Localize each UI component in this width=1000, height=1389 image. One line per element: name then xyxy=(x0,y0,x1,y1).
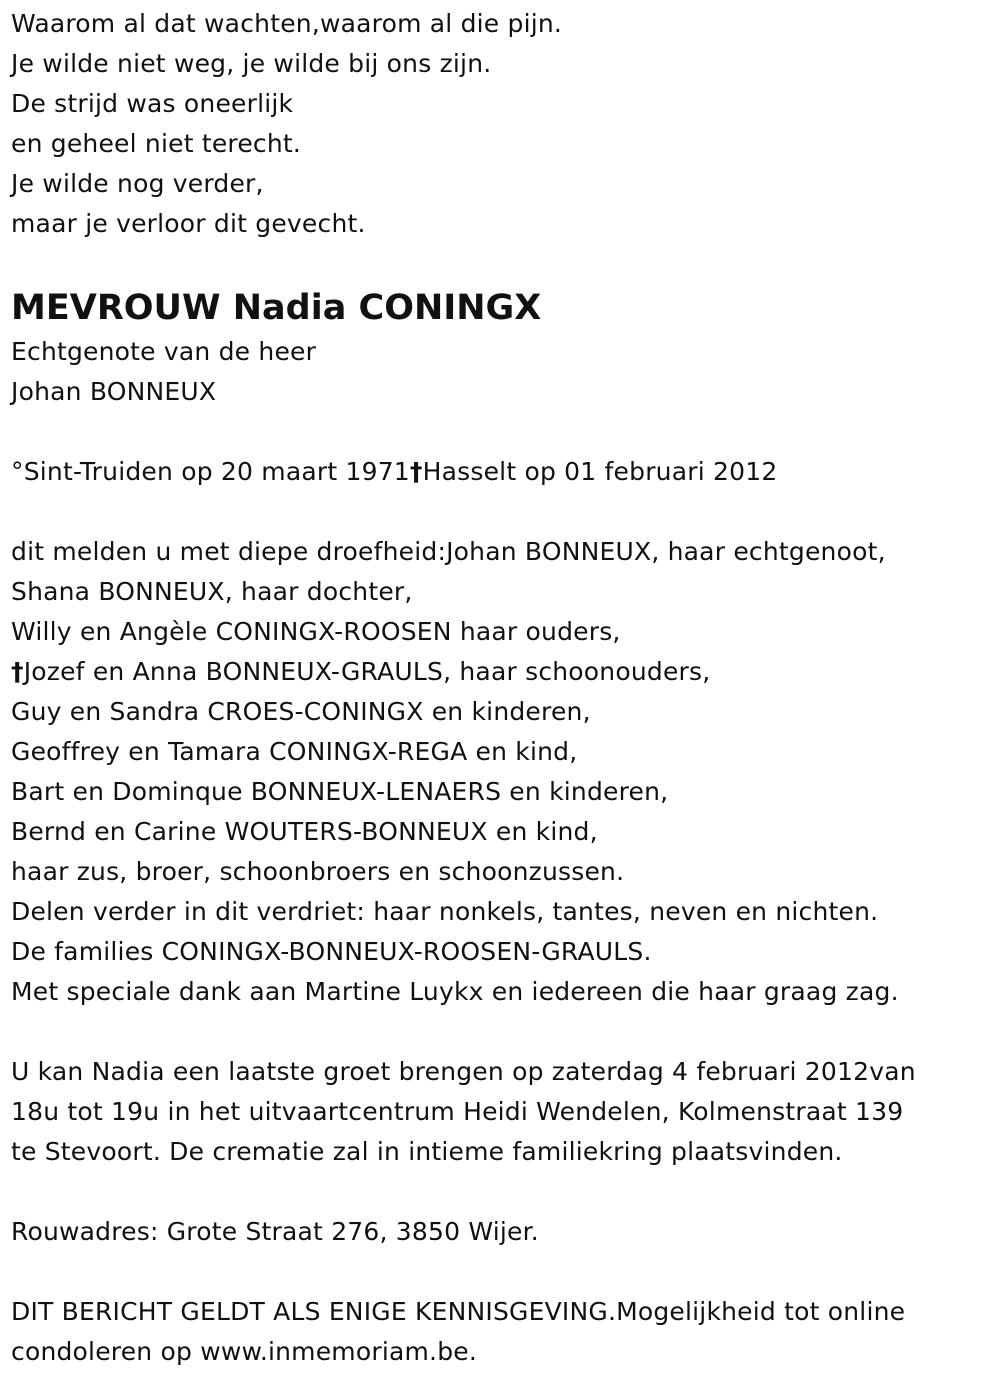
family-line: Delen verder in dit verdriet: haar nonkels, tantes, neven en nichten. xyxy=(11,897,879,926)
family-intro: dit melden u met diepe droefheid:Johan BONNEUX, haar echtgenoot, xyxy=(11,537,886,566)
obituary xyxy=(11,4,991,1372)
family-line: haar zus, broer, schoonbroers en schoonzussen. xyxy=(11,857,625,886)
family-line: De families CONINGX-BONNEUX-ROOSEN-GRAULS. xyxy=(11,937,652,966)
visitation-line: te Stevoort. De crematie zal in intieme familiekring plaatsvinden. xyxy=(11,1137,843,1166)
family-line: Met speciale dank aan Martine Luykx en iedereen die haar graag zag. xyxy=(11,977,899,1006)
family-list xyxy=(11,532,991,1012)
family-line: Willy en Angèle CONINGX-ROOSEN haar ouders, xyxy=(11,617,621,646)
notice-line: condoleren op www.inmemoriam.be. xyxy=(11,1337,477,1366)
spacer xyxy=(11,492,991,532)
poem-line: en geheel niet terecht. xyxy=(11,129,302,158)
spouse-line: Echtgenote van de heer xyxy=(11,337,317,366)
family-line-text: Jozef en Anna BONNEUX-GRAULS, haar schoonouders, xyxy=(23,657,711,686)
birth-date: °Sint-Truiden op 20 maart 1971 xyxy=(11,457,410,486)
cross-icon: † xyxy=(409,457,423,486)
spacer xyxy=(11,244,991,284)
poem-line: Waarom al dat wachten,waarom al die pijn. xyxy=(11,9,563,38)
poem xyxy=(11,4,991,244)
poem-line: Je wilde nog verder, xyxy=(11,169,264,198)
mourning-address: Rouwadres: Grote Straat 276, 3850 Wijer. xyxy=(11,1217,539,1246)
spouse-name: Johan BONNEUX xyxy=(11,377,217,406)
poem-line: De strijd was oneerlijk xyxy=(11,89,294,118)
family-line xyxy=(11,652,991,692)
notice xyxy=(11,1292,991,1372)
family-line: Guy en Sandra CROES-CONINGX en kinderen, xyxy=(11,697,591,726)
spacer xyxy=(11,1252,991,1292)
visitation-info xyxy=(11,1052,991,1172)
cross-icon: † xyxy=(11,657,24,686)
poem-line: Je wilde niet weg, je wilde bij ons zijn. xyxy=(11,49,492,78)
notice-line: DIT BERICHT GELDT ALS ENIGE KENNISGEVING.Mogelijkheid tot online xyxy=(11,1297,906,1326)
deceased-name: MEVROUW Nadia CONINGX xyxy=(11,288,542,328)
life-dates xyxy=(11,452,991,492)
visitation-line: U kan Nadia een laatste groet brengen op zaterdag 4 februari 2012van xyxy=(11,1057,916,1086)
family-line: Shana BONNEUX, haar dochter, xyxy=(11,577,413,606)
death-date: Hasselt op 01 februari 2012 xyxy=(422,457,778,486)
poem-line: maar je verloor dit gevecht. xyxy=(11,209,366,238)
spacer xyxy=(11,1172,991,1212)
visitation-line: 18u tot 19u in het uitvaartcentrum Heidi Wendelen, Kolmenstraat 139 xyxy=(11,1097,904,1126)
spacer xyxy=(11,412,991,452)
spacer xyxy=(11,1012,991,1052)
family-line: Bart en Dominque BONNEUX-LENAERS en kinderen, xyxy=(11,777,669,806)
family-line: Geoffrey en Tamara CONINGX-REGA en kind, xyxy=(11,737,578,766)
family-line: Bernd en Carine WOUTERS-BONNEUX en kind, xyxy=(11,817,598,846)
